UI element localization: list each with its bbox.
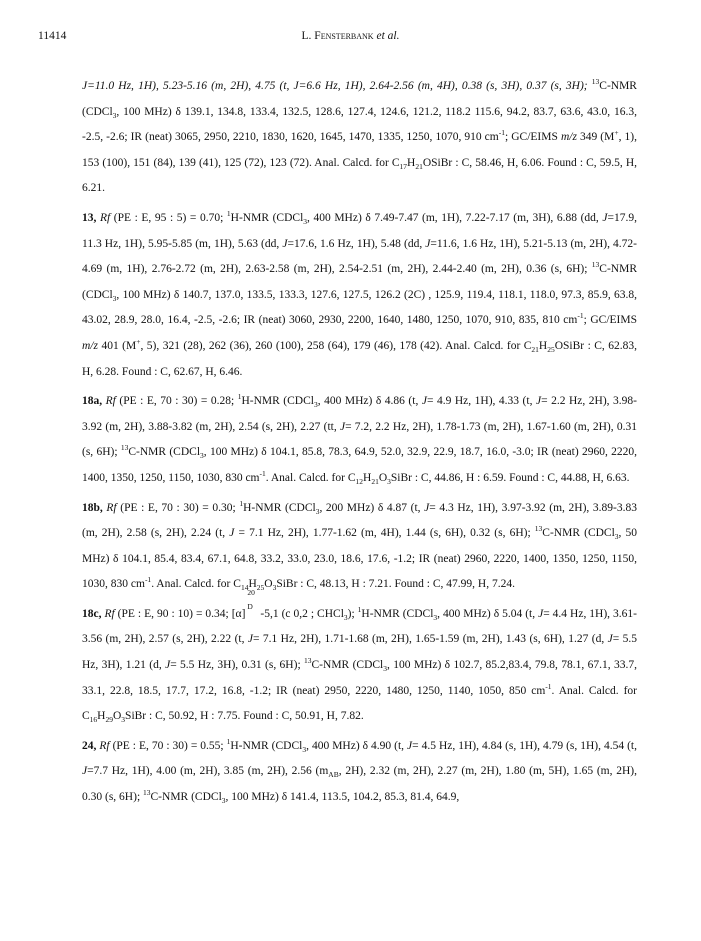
superscript: 13 [304, 656, 312, 666]
text-run: , 100 MHz) δ 104.1, 85.8, 78.3, 64.9, 52.0, 32.9, 22.9, 18.7, 16.0, -3.0; IR (neat) 2960, 2220, 1400, 1350, 1250, 1150, 1030, 830 cm [82, 446, 637, 484]
text-run: C-NMR (CDCl [82, 263, 637, 301]
author-surname: Fensterbank [314, 30, 374, 42]
text-run: C-NMR (CDCl [311, 659, 384, 672]
subscript: 17 [399, 161, 408, 171]
text-run: J [282, 237, 288, 250]
text-run: =11.6, 1.6 Hz, 1H), 5.21-5.13 (m, 2H), 4.72-4.69 (m, 1H), 2.76-2.72 (m, 2H), 2.63-2.58 (m, 2H), 2.54-2.51 (m, 2H), 2.44-2.40 (m, 2H), 0.36 (s, 6H); [82, 237, 638, 276]
text-run: J [247, 633, 253, 646]
text-run: Rf [105, 395, 116, 408]
subscript: 3 [387, 476, 391, 486]
text-run: . Anal. Calcd. for C [82, 684, 638, 723]
text-run: , 400 MHz) δ 4.86 (t, [317, 395, 422, 408]
compound-label: 24, [82, 739, 97, 752]
temperature-superscript: 20 [247, 587, 255, 597]
text-run: OSiBr : C, 58.46, H, 6.06. Found : C, 59.5, H, 6.21. [82, 156, 638, 195]
subscript: 3 [200, 451, 204, 461]
subscript: 14 [240, 583, 249, 593]
text-run: , 100 MHz) δ 140.7, 137.0, 133.5, 133.3, 127.6, 127.5, 126.2 (2C) , 125.9, 119.4, 118.1, 118.0, 97.3, 85.9, 63.8, 43.02, 28.9, 28.0, 16.4, -2.5, -2.6; IR (neat) 3060, 2930, 2200, 1640, 1480, 1250, 1070, 910, 835, 810 cm [82, 288, 637, 327]
text-run: H-NMR (CDCl [361, 607, 434, 620]
text-run: (PE : E, 70 : 30) = 0.30; [116, 501, 240, 514]
text-run: OSiBr : C, 62.83, H, 6.28. Found : C, 62.67, H, 6.46. [82, 339, 637, 378]
text-run: J [165, 659, 171, 672]
text-run: , 400 MHz) δ 7.49-7.47 (m, 1H), 7.22-7.17 (m, 3H), 6.88 (dd, [307, 211, 603, 224]
superscript: -1 [545, 681, 552, 691]
text-run: , 5), 321 (28), 262 (36), 260 (100), 258 (64), 179 (46), 178 (42). Anal. Calcd. for C [140, 339, 532, 352]
subscript: 3 [383, 664, 387, 674]
text-run: =7.7 Hz, 1H), 4.00 (m, 2H), 3.85 (m, 2H), 2.56 (m [87, 765, 329, 778]
text-run: H-NMR (CDCl [230, 739, 303, 752]
subscript: 3 [315, 506, 320, 516]
subscript: 3 [313, 400, 318, 410]
text-run: J [229, 527, 235, 540]
text-run: SiBr : C, 48.13, H : 7.21. Found : C, 47.99, H, 7.24. [276, 578, 515, 591]
compound-18a-paragraph [82, 389, 637, 491]
subscript: 3 [303, 216, 308, 226]
subscript: 21 [531, 344, 539, 354]
text-run: H-NMR (CDCl [230, 211, 304, 224]
superscript: 1 [226, 208, 231, 218]
text-run: J [535, 395, 542, 408]
text-run: (PE : E, 70 : 30) = 0.55; [109, 739, 227, 752]
text-run: J [421, 395, 427, 408]
paragraph-continued [82, 74, 637, 202]
text-run: = 2.2 Hz, 2H), 3.98-3.92 (m, 2H), 3.88-3.82 (m, 2H), 2.54 (s, 2H), 2.27 (tt, [82, 395, 637, 433]
text-run: SiBr : C, 44.86, H : 6.59. Found : C, 44.88, H, 6.63. [390, 471, 630, 484]
text-run: J [407, 739, 413, 752]
page-header [38, 30, 663, 48]
text-run: H-NMR (CDCl [241, 395, 314, 408]
text-run: C-NMR (CDCl [82, 80, 637, 118]
text-run: , 400 MHz) δ 4.90 (t, [306, 739, 408, 752]
text-run: = 4.5 Hz, 1H), 4.84 (s, 1H), 4.79 (s, 1H), 4.54 (t, [412, 739, 637, 752]
text-run: H [97, 710, 106, 723]
text-run: = 7.1 Hz, 2H), 1.77-1.62 (m, 4H), 1.44 (s, 6H), 0.32 (s, 6H); [234, 527, 535, 540]
text-run: 349 (M [576, 131, 615, 144]
text-run: J [425, 237, 431, 250]
superscript: + [614, 128, 619, 138]
text-run: C-NMR (CDCl [150, 791, 222, 804]
text-run: J [538, 607, 544, 620]
superscript: -1 [259, 468, 266, 478]
compound-label: 13, [82, 211, 97, 224]
text-run: O [378, 471, 388, 484]
text-run: , 100 MHz) δ 102.7, 85.2,83.4, 79.8, 78.1, 67.1, 33.7, 33.1, 22.8, 18.5, 17.7, 17.2, 16.8, -1.2; IR (neat) 2950, 2220, 1480, 1250, 1140, 1050, 850 cm [82, 659, 638, 697]
running-title [38, 30, 663, 42]
compound-label: 18a, [82, 395, 103, 408]
characterization-data [82, 74, 637, 811]
text-run: , 50 MHz) δ 104.1, 85.4, 83.4, 67.1, 64.8, 33.2, 33.0, 23.0, 18.6, 17.6, -1.2; IR (neat) 2960, 2220, 1400, 1350, 1250, 1150, 1030, 830 cm [82, 527, 638, 591]
text-run: . Anal. Calcd. for C [265, 471, 356, 484]
author-initial: L. [301, 30, 315, 42]
text-run: ; GC/EIMS [583, 314, 637, 327]
text-run: , 2H), 2.32 (m, 2H), 2.27 (m, 2H), 1.80 (m, 5H), 1.65 (m, 2H), 0.30 (s, 6H); [82, 765, 637, 804]
text-run: H [538, 339, 548, 352]
text-run: = 5.5 Hz, 3H), 1.21 (d, [82, 633, 637, 672]
superscript: 1 [226, 736, 231, 746]
text-run: -5,1 (c 0,2 ; CHCl [260, 607, 344, 620]
compound-label: 18b, [82, 501, 103, 514]
text-run: , 1), 153 (100), 151 (84), 139 (41), 125 (72), 123 (72). Anal. Calcd. for C [82, 131, 637, 169]
text-run: O [264, 578, 273, 591]
text-run: Rf [106, 501, 117, 514]
text-run: m/z [560, 131, 577, 144]
text-run: C-NMR (CDCl [542, 527, 615, 540]
text-run: 401 (M [97, 339, 137, 352]
text-run: (PE : E, 90 : 10) = 0.34; [α] [114, 607, 246, 620]
compound-18b-paragraph [82, 496, 637, 598]
sodium-d-subscript: D [247, 601, 253, 611]
subscript: 16 [89, 715, 98, 725]
superscript: 13 [534, 524, 543, 534]
subscript: 3 [433, 612, 438, 622]
text-run: J [339, 420, 346, 433]
text-run: = 7.1 Hz, 2H), 1.71-1.68 (m, 2H), 1.65-1.59 (m, 2H), 1.43 (s, 6H), 1.27 (d, [252, 633, 608, 646]
text-run: H [407, 156, 416, 169]
subscript: 3 [343, 612, 348, 622]
subscript: 3 [221, 796, 226, 806]
superscript: 13 [591, 77, 600, 86]
text-run: J [607, 633, 613, 646]
subscript: 3 [121, 715, 126, 725]
text-run: Rf [99, 211, 111, 224]
text-run: H-NMR (CDCl [243, 501, 316, 514]
text-run: m/z [82, 339, 98, 352]
subscript: AB [328, 770, 339, 780]
optical-rotation-indices [246, 587, 258, 628]
superscript: 13 [591, 260, 600, 270]
compound-label: 18c, [82, 607, 102, 620]
text-run: = 4.3 Hz, 1H), 3.97-3.92 (m, 2H), 3.89-3.83 (m, 2H), 2.58 (s, 2H), 2.24 (t, [82, 501, 637, 540]
text-run: , 400 MHz) δ 5.04 (t, [437, 607, 539, 620]
subscript: 25 [256, 583, 265, 593]
subscript: 29 [105, 715, 113, 725]
text-run: , 200 MHz) δ 4.87 (t, [319, 501, 425, 514]
text-run: . Anal. Calcd. for C [151, 578, 241, 591]
subscript: 25 [547, 344, 555, 354]
text-run: ; GC/EIMS [504, 131, 561, 144]
compound-24-paragraph [82, 734, 637, 811]
text-run: , 100 MHz) δ 141.4, 113.5, 104.2, 85.3, 81.4, 64.9, [225, 791, 460, 804]
subscript: 3 [302, 744, 307, 754]
text-run: , 100 MHz) δ 139.1, 134.8, 133.4, 132.5, 128.6, 127.4, 124.6, 121.2, 118.2 115.6, 94.2, 83.7, 63.6, 43.0, 16.3, -2.5, -2.6; IR (neat) 3065, 2950, 2210, 1830, 1620, 1645, 1470, 1335, 1250, 1070, 910 cm [82, 105, 637, 144]
subscript: 3 [112, 293, 117, 303]
text-run: = 5.5 Hz, 3H), 0.31 (s, 6H); [170, 659, 305, 672]
superscript: + [136, 336, 141, 346]
text-run: ); [347, 607, 358, 620]
text-run: = 4.9 Hz, 1H), 4.33 (t, [426, 395, 536, 408]
superscript: 1 [237, 392, 242, 402]
text-run: = 7.2, 2.2 Hz, 2H), 1.78-1.73 (m, 2H), 1.67-1.60 (m, 2H), 0.31 (s, 6H); [82, 420, 637, 459]
text-run: (PE : E, 70 : 30) = 0.28; [115, 395, 238, 408]
subscript: 3 [272, 583, 277, 593]
text-run: J [602, 211, 608, 224]
text-run: =17.6, 1.6 Hz, 1H), 5.48 (dd, [287, 237, 426, 250]
text-run: SiBr : C, 50.92, H : 7.75. Found : C, 50.91, H, 7.82. [125, 710, 364, 723]
superscript: 1 [239, 498, 244, 508]
text-run: J [424, 501, 430, 514]
superscript: -1 [144, 575, 152, 585]
text-run: (PE : E, 95 : 5) = 0.70; [110, 211, 227, 224]
text-run: J=11.0 Hz, 1H), 5.23-5.16 (m, 2H), 4.75 (t, [82, 80, 294, 92]
text-run: Rf [104, 607, 115, 620]
text-run: =17.9, 11.3 Hz, 1H), 5.95-5.85 (m, 1H), 5.63 (dd, [82, 211, 637, 250]
text-run: C-NMR (CDCl [128, 446, 201, 459]
compound-18c-paragraph [82, 587, 638, 730]
superscript: 1 [357, 604, 362, 614]
superscript: 13 [120, 443, 129, 453]
text-run: J=6.6 Hz, 1H), 2.64-2.56 (m, 4H), 0.38 (s, 3H), 0.37 (s, 3H); [293, 80, 592, 92]
compound-13-paragraph [82, 206, 637, 385]
text-run: Rf [99, 739, 110, 752]
subscript: 12 [355, 476, 363, 486]
subscript: 3 [112, 110, 117, 120]
text-run: H [248, 578, 257, 591]
text-run: O [112, 710, 122, 723]
superscript: 13 [143, 788, 151, 798]
superscript: -1 [498, 128, 505, 138]
text-run: J [82, 765, 88, 778]
superscript: -1 [577, 311, 584, 321]
page-number: 11414 [38, 30, 67, 42]
subscript: 21 [415, 161, 423, 171]
subscript: 21 [371, 476, 379, 486]
text-run: H [363, 471, 372, 484]
subscript: 3 [614, 532, 619, 542]
text-run: = 4.4 Hz, 1H), 3.61-3.56 (m, 2H), 2.57 (s, 2H), 2.22 (t, [82, 607, 637, 646]
et-al: et al. [373, 30, 400, 42]
